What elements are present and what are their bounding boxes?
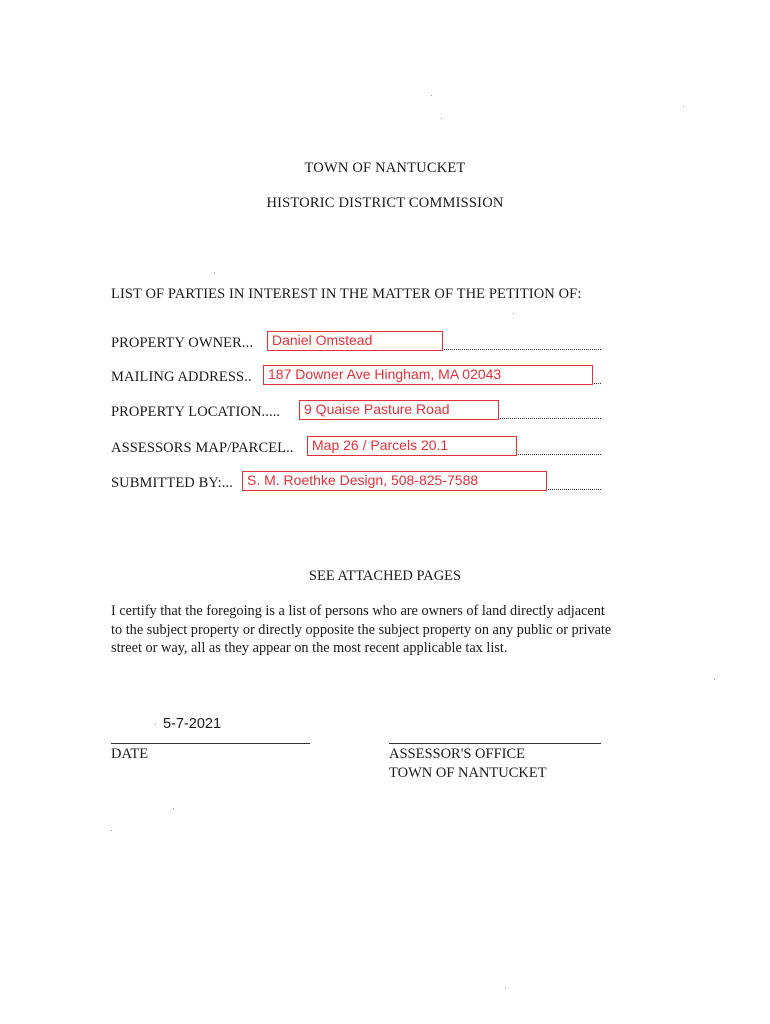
- scan-speck: [111, 830, 112, 831]
- mailing-address-row: [111, 365, 603, 387]
- scan-speck: [155, 724, 156, 725]
- dotted-leader: [594, 381, 601, 384]
- date-signature-line: [111, 743, 310, 744]
- scan-speck: [214, 272, 215, 273]
- scan-speck: [505, 988, 506, 989]
- submitted-by-field[interactable]: S. M. Roethke Design, 508-825-7588: [242, 471, 547, 491]
- scan-speck: [683, 106, 684, 107]
- assessors-map-parcel-field[interactable]: Map 26 / Parcels 20.1: [307, 436, 517, 456]
- property-owner-field[interactable]: Daniel Omstead: [267, 331, 443, 351]
- assessors-map-parcel-label: ASSESSORS MAP/PARCEL..: [111, 440, 294, 456]
- town-heading: TOWN OF NANTUCKET: [304, 160, 466, 176]
- scan-speck: [513, 313, 514, 314]
- submitted-by-row: [111, 471, 603, 493]
- assessor-signature-line: [389, 743, 601, 744]
- dotted-leader: [518, 452, 601, 455]
- see-attached-notice: SEE ATTACHED PAGES: [308, 568, 462, 584]
- assessor-town-label: TOWN OF NANTUCKET: [389, 765, 547, 781]
- property-location-label: PROPERTY LOCATION.....: [111, 404, 281, 420]
- scan-speck: [173, 808, 174, 809]
- dotted-leader: [548, 487, 601, 490]
- dotted-leader: [444, 347, 601, 350]
- mailing-address-field[interactable]: 187 Downer Ave Hingham, MA 02043: [263, 365, 593, 385]
- date-value[interactable]: 5-7-2021: [163, 716, 222, 732]
- property-owner-label: PROPERTY OWNER...: [111, 335, 254, 351]
- mailing-address-label: MAILING ADDRESS..: [111, 369, 252, 385]
- certification-text: I certify that the foregoing is a list of persons who are owners of land directly adjacent to the subject property or directly opposite the subject property on any public or private street or way, all as they appear on the most recent applicable tax list.: [111, 603, 612, 656]
- dotted-leader: [500, 416, 601, 419]
- assessors-map-parcel-row: [111, 436, 603, 458]
- scan-speck: [431, 95, 432, 96]
- property-location-row: [111, 400, 603, 422]
- submitted-by-label: SUBMITTED BY:...: [111, 475, 233, 491]
- scan-speck: [714, 679, 715, 680]
- date-label: DATE: [111, 746, 149, 762]
- assessor-office-label: ASSESSOR'S OFFICE: [389, 746, 525, 762]
- property-location-field[interactable]: 9 Quaise Pasture Road: [299, 400, 499, 420]
- list-title: LIST OF PARTIES IN INTEREST IN THE MATTER OF THE PETITION OF:: [111, 286, 582, 302]
- property-owner-row: [111, 331, 603, 353]
- scan-speck: [441, 118, 442, 119]
- commission-heading: HISTORIC DISTRICT COMMISSION: [266, 195, 504, 211]
